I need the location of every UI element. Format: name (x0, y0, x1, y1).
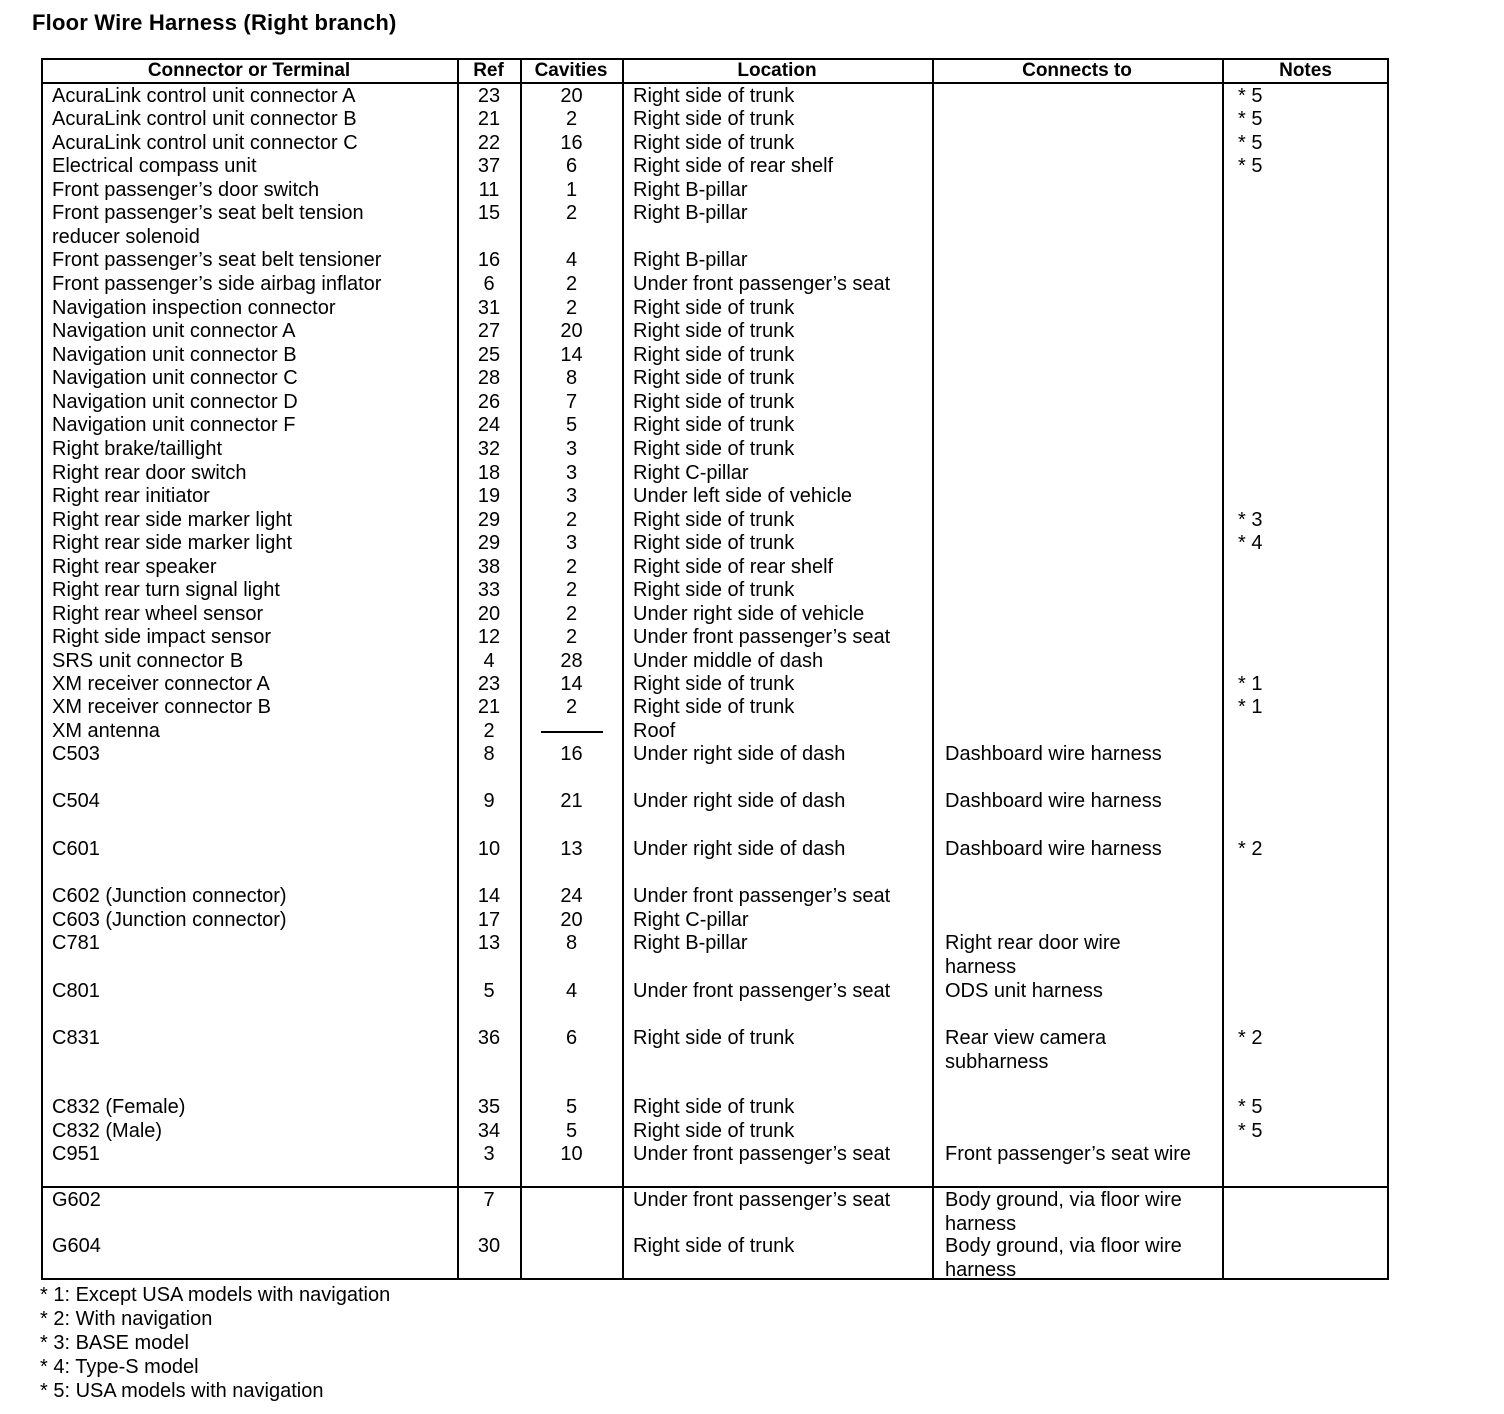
location: Right side of trunk (633, 509, 795, 531)
connects-to: Dashboard wire harness (945, 790, 1162, 812)
cavities-count: 2 (565, 202, 578, 224)
cavities-count: 2 (565, 696, 578, 718)
connector-name: Right rear door switch (52, 462, 247, 484)
ref-number: 27 (477, 320, 501, 342)
cavities-count: 28 (560, 650, 583, 672)
connector-name: XM receiver connector A (52, 673, 270, 695)
location: Right side of trunk (633, 320, 795, 342)
location: Right side of trunk (633, 579, 795, 601)
location: Right B-pillar (633, 179, 748, 201)
location: Right side of rear shelf (633, 556, 834, 578)
ref-number: 35 (477, 1096, 501, 1118)
connector-name: Front passenger’s seat belt tension (52, 202, 364, 224)
cavities-count: 2 (565, 108, 578, 130)
column-divider (1222, 58, 1224, 1280)
cavities-count: 2 (565, 273, 578, 295)
ref-number: 14 (477, 885, 501, 907)
connector-name: Navigation unit connector C (52, 367, 298, 389)
cavities-count: 8 (565, 367, 578, 389)
note-ref: * 5 (1238, 85, 1263, 107)
cavities-count: 2 (565, 509, 578, 531)
footnotes (40, 1283, 390, 1403)
connects-to: Body ground, via floor wire (945, 1235, 1182, 1257)
connector-name: AcuraLink control unit connector C (52, 132, 358, 154)
location: Under left side of vehicle (633, 485, 853, 507)
ref-number: 7 (483, 1189, 495, 1211)
note-ref: * 1 (1238, 696, 1263, 718)
connector-name: C801 (52, 980, 100, 1002)
ref-number: 3 (483, 1143, 495, 1165)
connector-name: C831 (52, 1027, 100, 1049)
connector-name: C503 (52, 743, 100, 765)
header-connector: Connector or Terminal (147, 60, 351, 81)
connector-name: XM receiver connector B (52, 696, 271, 718)
cavities-count: 2 (565, 297, 578, 319)
connector-name: Navigation unit connector F (52, 414, 296, 436)
ref-number: 25 (477, 344, 501, 366)
connector-name: C781 (52, 932, 100, 954)
connector-name: C832 (Male) (52, 1120, 163, 1142)
ref-number: 23 (477, 673, 501, 695)
note-ref: * 5 (1238, 1096, 1263, 1118)
cavities-count: 7 (565, 391, 578, 413)
location: Under front passenger’s seat (633, 273, 891, 295)
ref-number: 11 (478, 179, 500, 201)
ref-number: 16 (477, 249, 501, 271)
ref-number: 26 (477, 391, 501, 413)
dash-line (541, 731, 603, 733)
location: Under front passenger’s seat (633, 980, 891, 1002)
footnote: * 4: Type-S model (40, 1356, 199, 1378)
cavities-count: 21 (560, 790, 583, 812)
cavities-count: 20 (560, 85, 583, 107)
connector-name: C504 (52, 790, 100, 812)
cavities-count: 1 (565, 179, 578, 201)
location: Right side of trunk (633, 344, 795, 366)
cavities-count: 13 (560, 838, 583, 860)
ref-number: 34 (477, 1120, 501, 1142)
ref-number: 21 (477, 108, 501, 130)
location: Right side of trunk (633, 391, 795, 413)
footnote: * 1: Except USA models with navigation (40, 1284, 391, 1306)
location: Right side of trunk (633, 1096, 795, 1118)
location: Right side of trunk (633, 367, 795, 389)
ref-number: 6 (483, 273, 495, 295)
location: Right B-pillar (633, 932, 748, 954)
cavities-count: 3 (565, 532, 578, 554)
connector-name: C601 (52, 838, 100, 860)
ref-number: 38 (477, 556, 501, 578)
location: Under right side of dash (633, 743, 846, 765)
header-connects-to: Connects to (1022, 60, 1132, 81)
connector-name: C832 (Female) (52, 1096, 186, 1118)
connects-to-cont: harness (945, 1212, 1017, 1235)
cavities-count: 5 (565, 1120, 578, 1142)
ref-number: 9 (483, 790, 495, 812)
ref-number: 18 (477, 462, 501, 484)
connector-name: Right rear side marker light (52, 532, 293, 554)
location: Under front passenger’s seat (633, 885, 891, 907)
ref-number: 23 (477, 85, 501, 107)
location: Under front passenger’s seat (633, 1189, 891, 1211)
cavities-count: 3 (565, 462, 578, 484)
note-ref: * 5 (1238, 108, 1263, 130)
connector-name: AcuraLink control unit connector A (52, 85, 356, 107)
ref-number: 22 (477, 132, 501, 154)
note-ref: * 2 (1238, 1027, 1263, 1049)
connector-name: C951 (52, 1143, 100, 1165)
location: Under front passenger’s seat (633, 626, 891, 648)
header-ref: Ref (473, 60, 504, 81)
cavities-count: 10 (560, 1143, 583, 1165)
location: Right side of trunk (633, 414, 795, 436)
location: Under right side of vehicle (633, 603, 865, 625)
cavities-count: 2 (565, 556, 578, 578)
connector-name: Right brake/taillight (52, 438, 223, 460)
ref-number: 2 (483, 720, 495, 742)
ref-number: 21 (477, 696, 501, 718)
ref-number: 19 (477, 485, 501, 507)
note-ref: * 5 (1238, 1120, 1263, 1142)
note-ref: * 1 (1238, 673, 1263, 695)
note-ref: * 5 (1238, 155, 1263, 177)
cavities-count: 4 (565, 249, 578, 271)
connector-name: Right rear turn signal light (52, 579, 280, 601)
location: Right C-pillar (633, 462, 749, 484)
location: Right B-pillar (633, 202, 748, 224)
column-divider (932, 58, 934, 1280)
connector-name: Navigation unit connector B (52, 344, 297, 366)
ref-number: 33 (477, 579, 501, 601)
connector-name: Right side impact sensor (52, 626, 271, 648)
connects-to: Right rear door wire (945, 932, 1121, 954)
connects-to-cont: harness (945, 1258, 1017, 1281)
connects-to: ODS unit harness (945, 980, 1103, 1002)
ref-number: 29 (477, 532, 501, 554)
connector-name: Front passenger’s side airbag inflator (52, 273, 382, 295)
location: Right side of trunk (633, 673, 795, 695)
ref-number: 36 (477, 1027, 501, 1049)
ref-number: 10 (477, 838, 501, 860)
location: Right side of trunk (633, 532, 795, 554)
location: Right side of trunk (633, 438, 795, 460)
connector-name: Navigation unit connector D (52, 391, 298, 413)
connector-name: AcuraLink control unit connector B (52, 108, 357, 130)
location: Roof (633, 720, 676, 742)
ref-number: 37 (477, 155, 501, 177)
location: Right side of trunk (633, 85, 795, 107)
page-title: Floor Wire Harness (Right branch) (32, 10, 397, 35)
header-location: Location (737, 60, 817, 81)
location: Right B-pillar (633, 249, 748, 271)
cavities-count: 20 (560, 320, 583, 342)
location: Under front passenger’s seat (633, 1143, 891, 1165)
connector-name: C602 (Junction connector) (52, 885, 287, 907)
location: Right C-pillar (633, 909, 749, 931)
footnote: * 2: With navigation (40, 1308, 213, 1330)
footnote: * 5: USA models with navigation (40, 1380, 324, 1402)
cavities-count: 3 (565, 438, 578, 460)
cavities-count: 5 (565, 1096, 578, 1118)
connector-name: Right rear initiator (52, 485, 210, 507)
connects-to: Dashboard wire harness (945, 743, 1162, 765)
connects-to: Front passenger’s seat wire (945, 1143, 1192, 1165)
cavities-count: 2 (565, 603, 578, 625)
location: Right side of trunk (633, 1120, 795, 1142)
connector-name: Navigation unit connector A (52, 320, 296, 342)
ref-number: 32 (477, 438, 501, 460)
cavities-count: 8 (565, 932, 578, 954)
location: Right side of rear shelf (633, 155, 834, 177)
ref-number: 8 (483, 743, 495, 765)
cavities-count: 2 (565, 579, 578, 601)
connector-name-cont: reducer solenoid (52, 225, 200, 248)
cavities-dash (521, 720, 622, 744)
connector-name: C603 (Junction connector) (52, 909, 287, 931)
connector-name: Navigation inspection connector (52, 297, 336, 319)
location: Under right side of dash (633, 838, 846, 860)
ref-number: 30 (477, 1235, 501, 1257)
location: Right side of trunk (633, 1027, 795, 1049)
note-ref: * 3 (1238, 509, 1263, 531)
cavities-count: 24 (560, 885, 583, 907)
header-cavities: Cavities (534, 60, 608, 81)
cavities-count: 6 (565, 155, 578, 177)
ref-number: 13 (477, 932, 501, 954)
connector-name: Right rear side marker light (52, 509, 293, 531)
ref-number: 12 (477, 626, 501, 648)
connector-name: G602 (52, 1189, 101, 1211)
connector-name: XM antenna (52, 720, 160, 742)
connects-to-cont: harness (945, 955, 1017, 978)
footnote: * 3: BASE model (40, 1332, 189, 1354)
connector-name: Right rear wheel sensor (52, 603, 264, 625)
ref-number: 31 (477, 297, 501, 319)
cavities-count: 16 (560, 132, 583, 154)
cavities-count: 16 (560, 743, 583, 765)
cavities-count: 4 (565, 980, 578, 1002)
connector-name: G604 (52, 1235, 101, 1257)
location: Under right side of dash (633, 790, 846, 812)
cavities-count: 14 (560, 673, 583, 695)
location: Right side of trunk (633, 132, 795, 154)
connects-to-cont: subharness (945, 1050, 1049, 1073)
location: Right side of trunk (633, 297, 795, 319)
ground-section-divider (41, 1186, 1389, 1188)
connector-name: Front passenger’s door switch (52, 179, 320, 201)
location: Right side of trunk (633, 696, 795, 718)
cavities-count: 20 (560, 909, 583, 931)
connects-to: Dashboard wire harness (945, 838, 1162, 860)
connects-to: Rear view camera (945, 1027, 1107, 1049)
ref-number: 5 (483, 980, 495, 1002)
connects-to: Body ground, via floor wire (945, 1189, 1182, 1211)
note-ref: * 2 (1238, 838, 1263, 860)
column-divider (622, 58, 624, 1280)
ref-number: 15 (477, 202, 501, 224)
location: Right side of trunk (633, 108, 795, 130)
header-notes: Notes (1279, 60, 1332, 81)
ref-number: 20 (477, 603, 501, 625)
connector-name: Front passenger’s seat belt tensioner (52, 249, 382, 271)
ref-number: 17 (477, 909, 501, 931)
note-ref: * 5 (1238, 132, 1263, 154)
connector-name: Right rear speaker (52, 556, 217, 578)
connector-name: SRS unit connector B (52, 650, 244, 672)
connector-name: Electrical compass unit (52, 155, 257, 177)
ref-number: 29 (477, 509, 501, 531)
location: Under middle of dash (633, 650, 824, 672)
cavities-count: 5 (565, 414, 578, 436)
cavities-count: 3 (565, 485, 578, 507)
location: Right side of trunk (633, 1235, 795, 1257)
ref-number: 28 (477, 367, 501, 389)
cavities-count: 2 (565, 626, 578, 648)
ref-number: 4 (483, 650, 495, 672)
cavities-count: 6 (565, 1027, 578, 1049)
note-ref: * 4 (1238, 532, 1263, 554)
cavities-count: 14 (560, 344, 583, 366)
ref-number: 24 (477, 414, 501, 436)
